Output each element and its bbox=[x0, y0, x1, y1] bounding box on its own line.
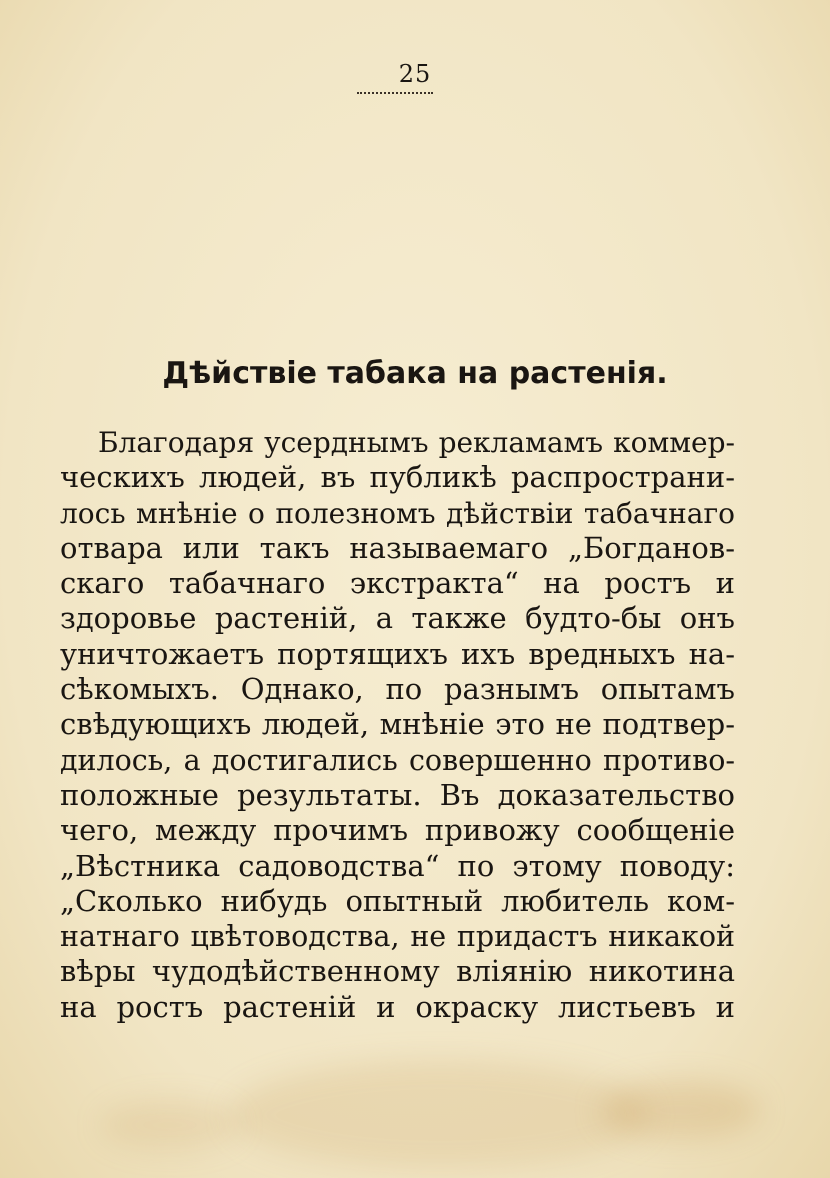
text-line: отвара или такъ называемаго „Богданов- bbox=[60, 530, 735, 565]
text-line: натнаго цвѣтоводства, не придастъ никакой bbox=[60, 920, 735, 954]
text-line: чего, между прочимъ привожу сообщеніе bbox=[60, 813, 735, 848]
section-heading: Дѣйствіе табака на растенія. bbox=[162, 356, 668, 391]
text-line: дилось, а достигались совершенно противо- bbox=[60, 743, 735, 777]
body-paragraph bbox=[60, 425, 735, 1025]
text-line: здоровье растеній, а также будто-бы онъ bbox=[60, 601, 735, 636]
text-line: на ростъ растеній и окраску листьевъ и bbox=[60, 989, 735, 1024]
text-line: Благодаря усерднымъ рекламамъ коммер- bbox=[98, 426, 735, 459]
text-line: сѣкомыхъ. Однако, по разнымъ опытамъ bbox=[60, 672, 735, 707]
water-stain bbox=[230, 1060, 650, 1170]
text-line: свѣдующихъ людей, мнѣніе это не подтвер- bbox=[60, 707, 735, 742]
water-stain bbox=[100, 1100, 240, 1150]
text-line: вѣры чудодѣйственному вліянію никотина bbox=[60, 954, 735, 989]
water-stain bbox=[600, 1080, 760, 1140]
text-line: положные результаты. Въ доказательство bbox=[60, 777, 735, 812]
text-line: ческихъ людей, въ публикѣ распространи- bbox=[60, 460, 735, 495]
text-line: „Вѣстника садоводства“ по этому поводу: bbox=[60, 848, 735, 883]
text-line: „Сколько нибудь опытный любитель ком- bbox=[60, 883, 735, 918]
page-number: 25 bbox=[398, 60, 432, 88]
text-line: лось мнѣніе о полезномъ дѣйствіи табачнаго bbox=[60, 496, 735, 530]
text-line: скаго табачнаго экстракта“ на ростъ и bbox=[60, 566, 735, 601]
text-line: уничтожаетъ портящихъ ихъ вредныхъ на- bbox=[60, 636, 735, 671]
page-number-rule bbox=[357, 92, 433, 94]
